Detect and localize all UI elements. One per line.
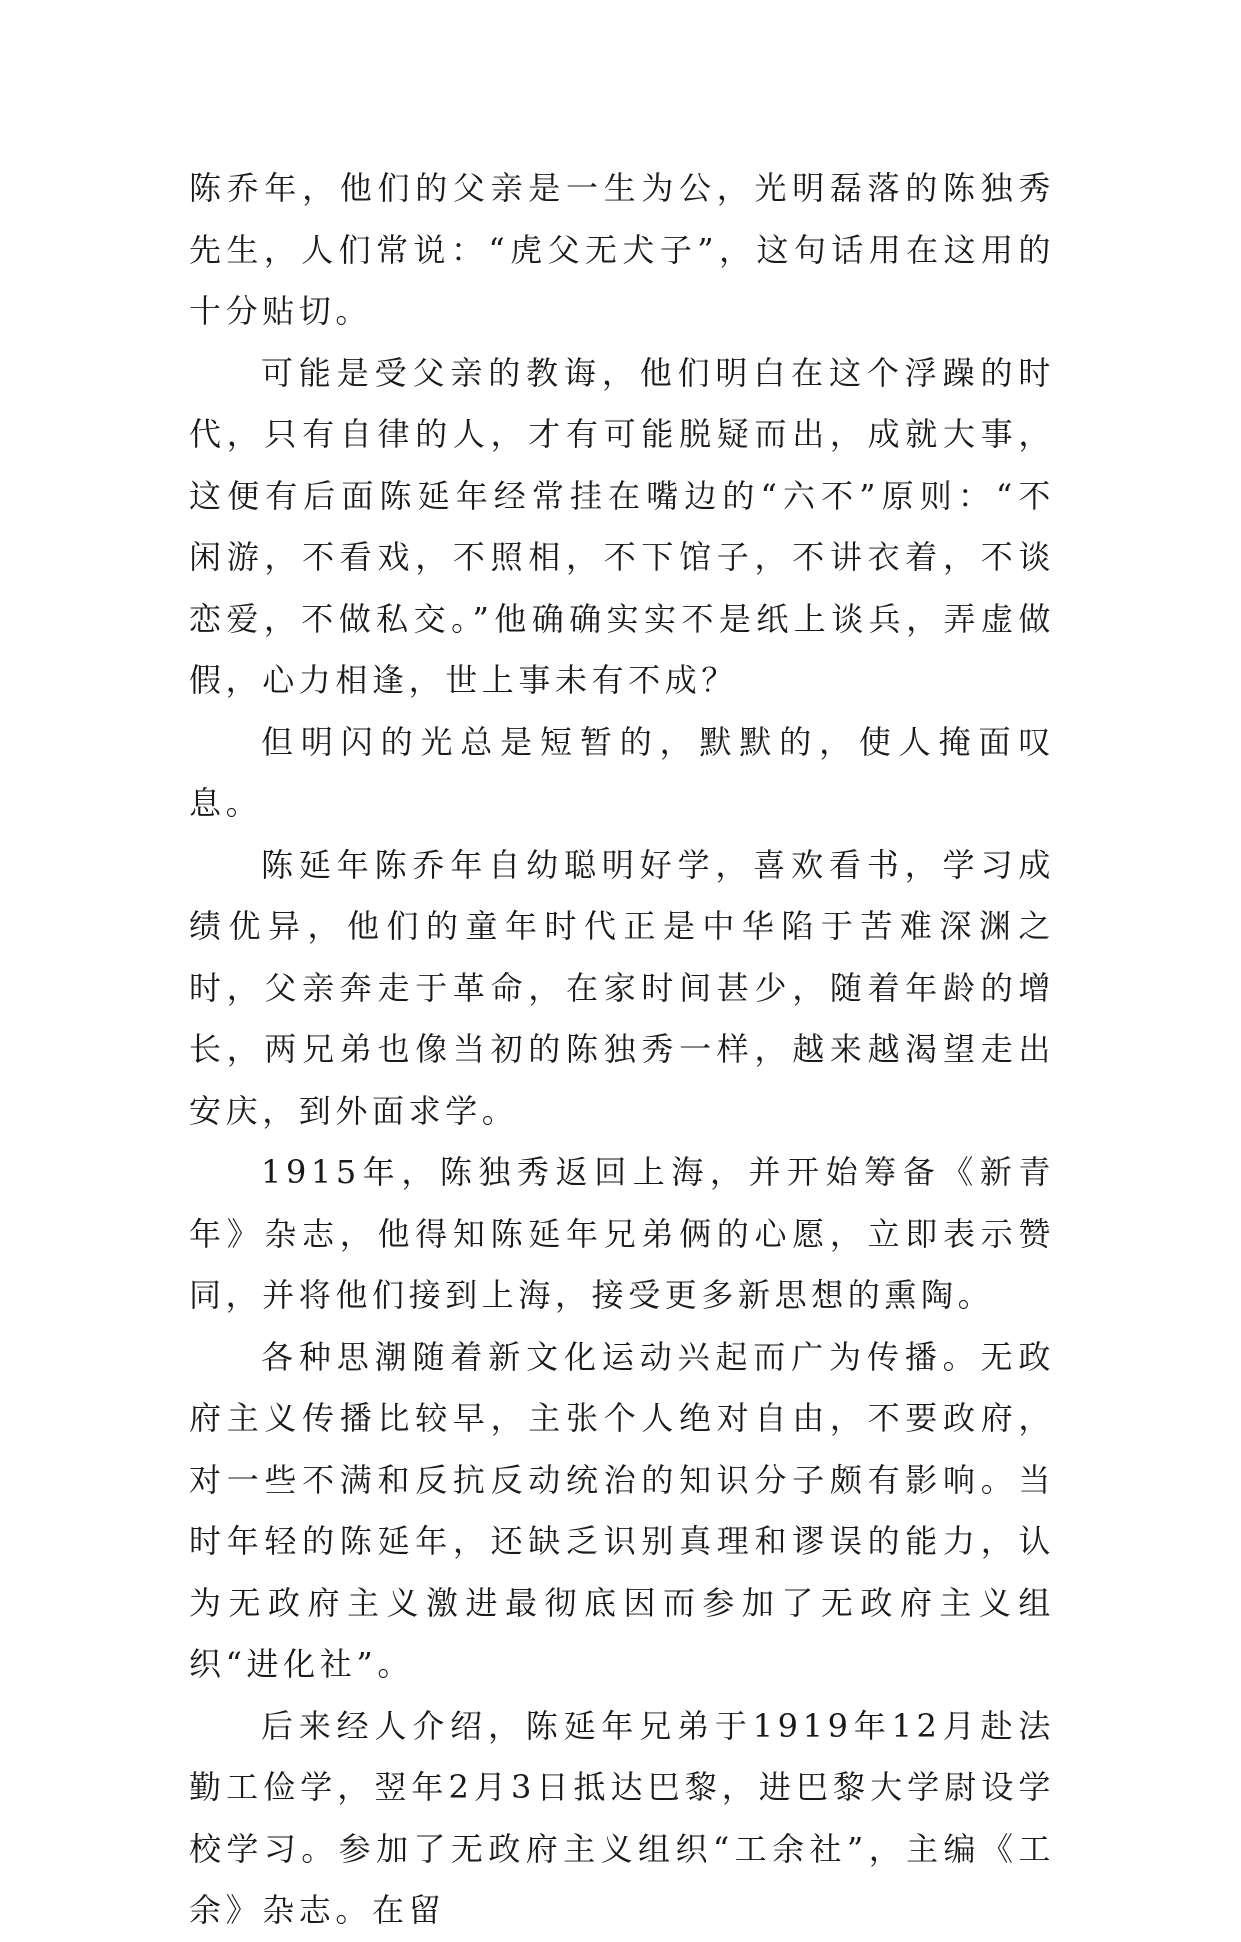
paragraph-2: 可能是受父亲的教诲，他们明白在这个浮躁的时代，只有自律的人，才有可能脱疑而出，成就大事，这便有后面陈延年经常挂在嘴边的“六不”原则：“不闲游，不看戏，不照相，不下馆子，不讲衣着，不谈恋爱，不做私交。”他确确实实不是纸上谈兵，弄虚做假，心力相逢，世上事未有不成？ bbox=[189, 353, 1055, 699]
paragraph-6: 各种思潮随着新文化运动兴起而广为传播。无政府主义传播比较早，主张个人绝对自由，不要政府，对一些不满和反抗反动统治的知识分子颇有影响。当时年轻的陈延年，还缺乏识别真理和谬误的能力，认为无政府主义激进最彻底因而参加了无政府主义组织“进化社”。 bbox=[189, 1337, 1055, 1683]
paragraph-5: 1915年，陈独秀返回上海，并开始筹备《新青年》杂志，他得知陈延年兄弟俩的心愿，立即表示赞同，并将他们接到上海，接受更多新思想的熏陶。 bbox=[189, 1153, 1055, 1314]
paragraph-1: 陈乔年，他们的父亲是一生为公，光明磊落的陈独秀先生，人们常说：“虎父无犬子”，这句话用在这用的十分贴切。 bbox=[189, 169, 1055, 330]
paragraph-4: 陈延年陈乔年自幼聪明好学，喜欢看书，学习成绩优异，他们的童年时代正是中华陷于苦难深渊之时，父亲奔走于革命，在家时间甚少，随着年龄的增长，两兄弟也像当初的陈独秀一样，越来越渴望走出安庆，到外面求学。 bbox=[189, 845, 1055, 1130]
paragraph-7: 后来经人介绍，陈延年兄弟于1919年12月赴法勤工俭学，翌年2月3日抵达巴黎，进巴黎大学尉设学校学习。参加了无政府主义组织“工余社”，主编《工余》杂志。在留 bbox=[189, 1706, 1055, 1929]
paragraph-3: 但明闪的光总是短暂的，默默的，使人掩面叹息。 bbox=[189, 722, 1055, 822]
document-body bbox=[189, 158, 1055, 1942]
